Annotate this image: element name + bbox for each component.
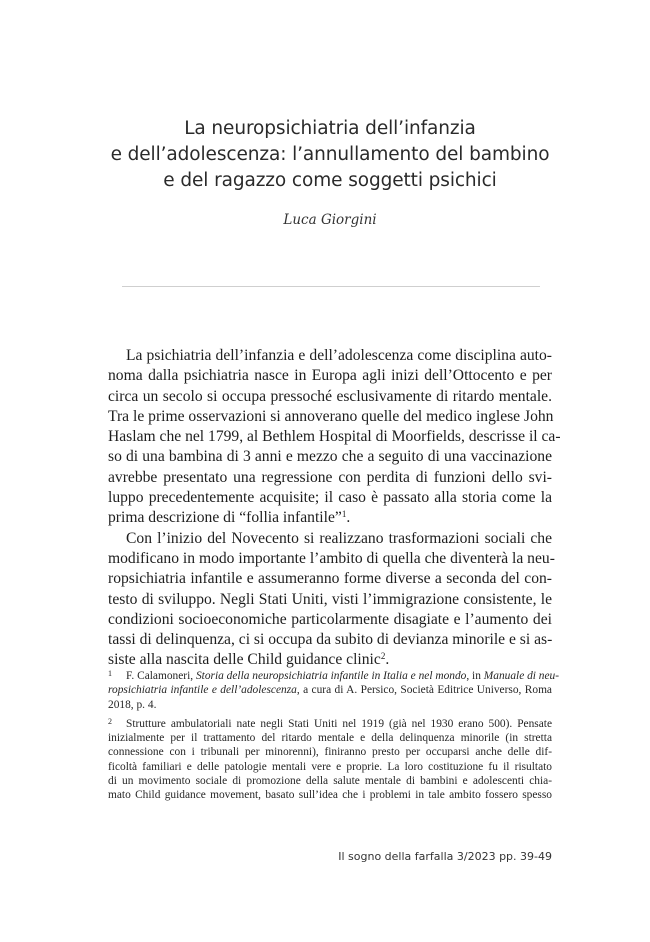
footnotes	[108, 669, 560, 808]
body-line-text: prima descrizione di “follia infantile”	[108, 509, 342, 527]
footnote-line: connessione con i tribunali per minorenni), finiranno presto per occuparsi anche delle dif-	[108, 746, 552, 759]
body-line	[108, 650, 552, 670]
article-title	[60, 116, 600, 194]
footnote-text: , a cura di A. Persico, Società Editrice Universo, Roma	[296, 684, 552, 697]
body-line: testo di sviluppo. Negli Stati Uniti, visti l’immigrazione consistente, le	[108, 590, 552, 608]
body-line: ropsichiatria infantile e assumeranno forme diverse a seconda del con-	[108, 570, 552, 588]
footnote-ref-2[interactable]: 2	[380, 651, 386, 662]
footnote-line: 2018, p. 4.	[108, 698, 157, 711]
body-line: circa un secolo si occupa pressoché esclusivamente di ritardo mentale.	[108, 387, 552, 405]
footnote-mark: 1	[108, 669, 112, 678]
body-line-end: .	[346, 509, 351, 527]
body-line-end: .	[385, 651, 390, 669]
article-body	[108, 346, 561, 671]
body-line: so di una bambina di 3 anni e mezzo che a seguito di una vaccinazione	[108, 448, 552, 466]
footnote-text: Strutture ambulatoriali nate negli Stati Uniti nel 1919 (già nel 1930 erano 500). Pensate	[126, 717, 552, 730]
footnote-line: mato Child guidance movement, basato sull’idea che i problemi in tale ambito fossero spesso	[108, 789, 552, 802]
body-line: tassi di delinquenza, ci si occupa da subito di devianza minorile e si as-	[108, 631, 553, 649]
body-line: condizioni socioeconomiche particolarmente disagiate e l’aumento dei	[108, 610, 552, 628]
body-line: modificano in modo importante l’ambito di quella che diventerà la neu-	[108, 549, 555, 567]
footnote-line	[108, 669, 560, 683]
body-line: avrebbe presentato una regressione con perdita di funzioni dello svi-	[108, 468, 552, 486]
footnote-line: ficoltà familiari e delle patologie mentali vere e proprie. La loro costituzione fu il risultato	[108, 760, 552, 773]
footnote-mark: 2	[108, 716, 112, 726]
body-line: La psichiatria dell’infanzia e dell’adolescenza come disciplina auto-	[126, 347, 552, 364]
footnote-title-italic: Storia della neuropsichiatria infantile in Italia e nel mondo	[195, 670, 467, 682]
footnote-text: F. Calamoneri,	[126, 670, 196, 682]
footnote-text: , in	[466, 670, 484, 682]
footnote-1	[108, 669, 560, 712]
footnote-2	[108, 717, 552, 803]
footnote-line	[108, 717, 552, 731]
footnote-line	[108, 683, 552, 697]
footnote-title-italic: ropsichiatria infantile e dell’adolescenza	[108, 684, 297, 697]
title-line: La neuropsichiatria dell’infanzia	[184, 118, 476, 139]
body-line: luppo precedentemente acquisite; il caso è passato alla storia come la	[108, 489, 552, 507]
footnote-title-italic: Manuale di neu-	[483, 670, 560, 682]
journal-footer: Il sogno della farfalla 3/2023 pp. 39-49	[338, 850, 552, 863]
body-line	[108, 508, 552, 528]
footnote-line: di un movimento sociale di promozione della salute mentale di bambini e adolescenti chia-	[108, 775, 552, 788]
title-divider	[122, 286, 540, 287]
body-line: Con l’inizio del Novecento si realizzano trasformazioni sociali che	[126, 529, 552, 547]
body-line-text: siste alla nascita delle Child guidance clinic	[108, 651, 381, 669]
footnote-ref-1[interactable]: 1	[341, 509, 347, 520]
body-line: noma dalla psichiatria nasce in Europa agli inizi dell’Ottocento e per	[108, 367, 552, 385]
body-line: Haslam che nel 1799, al Bethlem Hospital di Moorfields, descrisse il ca-	[108, 428, 561, 446]
author-name: Luca Giorgini	[283, 212, 377, 228]
body-line: Tra le prime osservazioni si annoverano quelle del medico inglese John	[108, 407, 554, 425]
title-line: e del ragazzo come soggetti psichici	[163, 170, 497, 191]
footnote-line: inizialmente per il trattamento del ritardo mentale e della delinquenza minorile (in stretta	[108, 732, 552, 745]
title-line: e dell’adolescenza: l’annullamento del bambino	[110, 144, 550, 165]
